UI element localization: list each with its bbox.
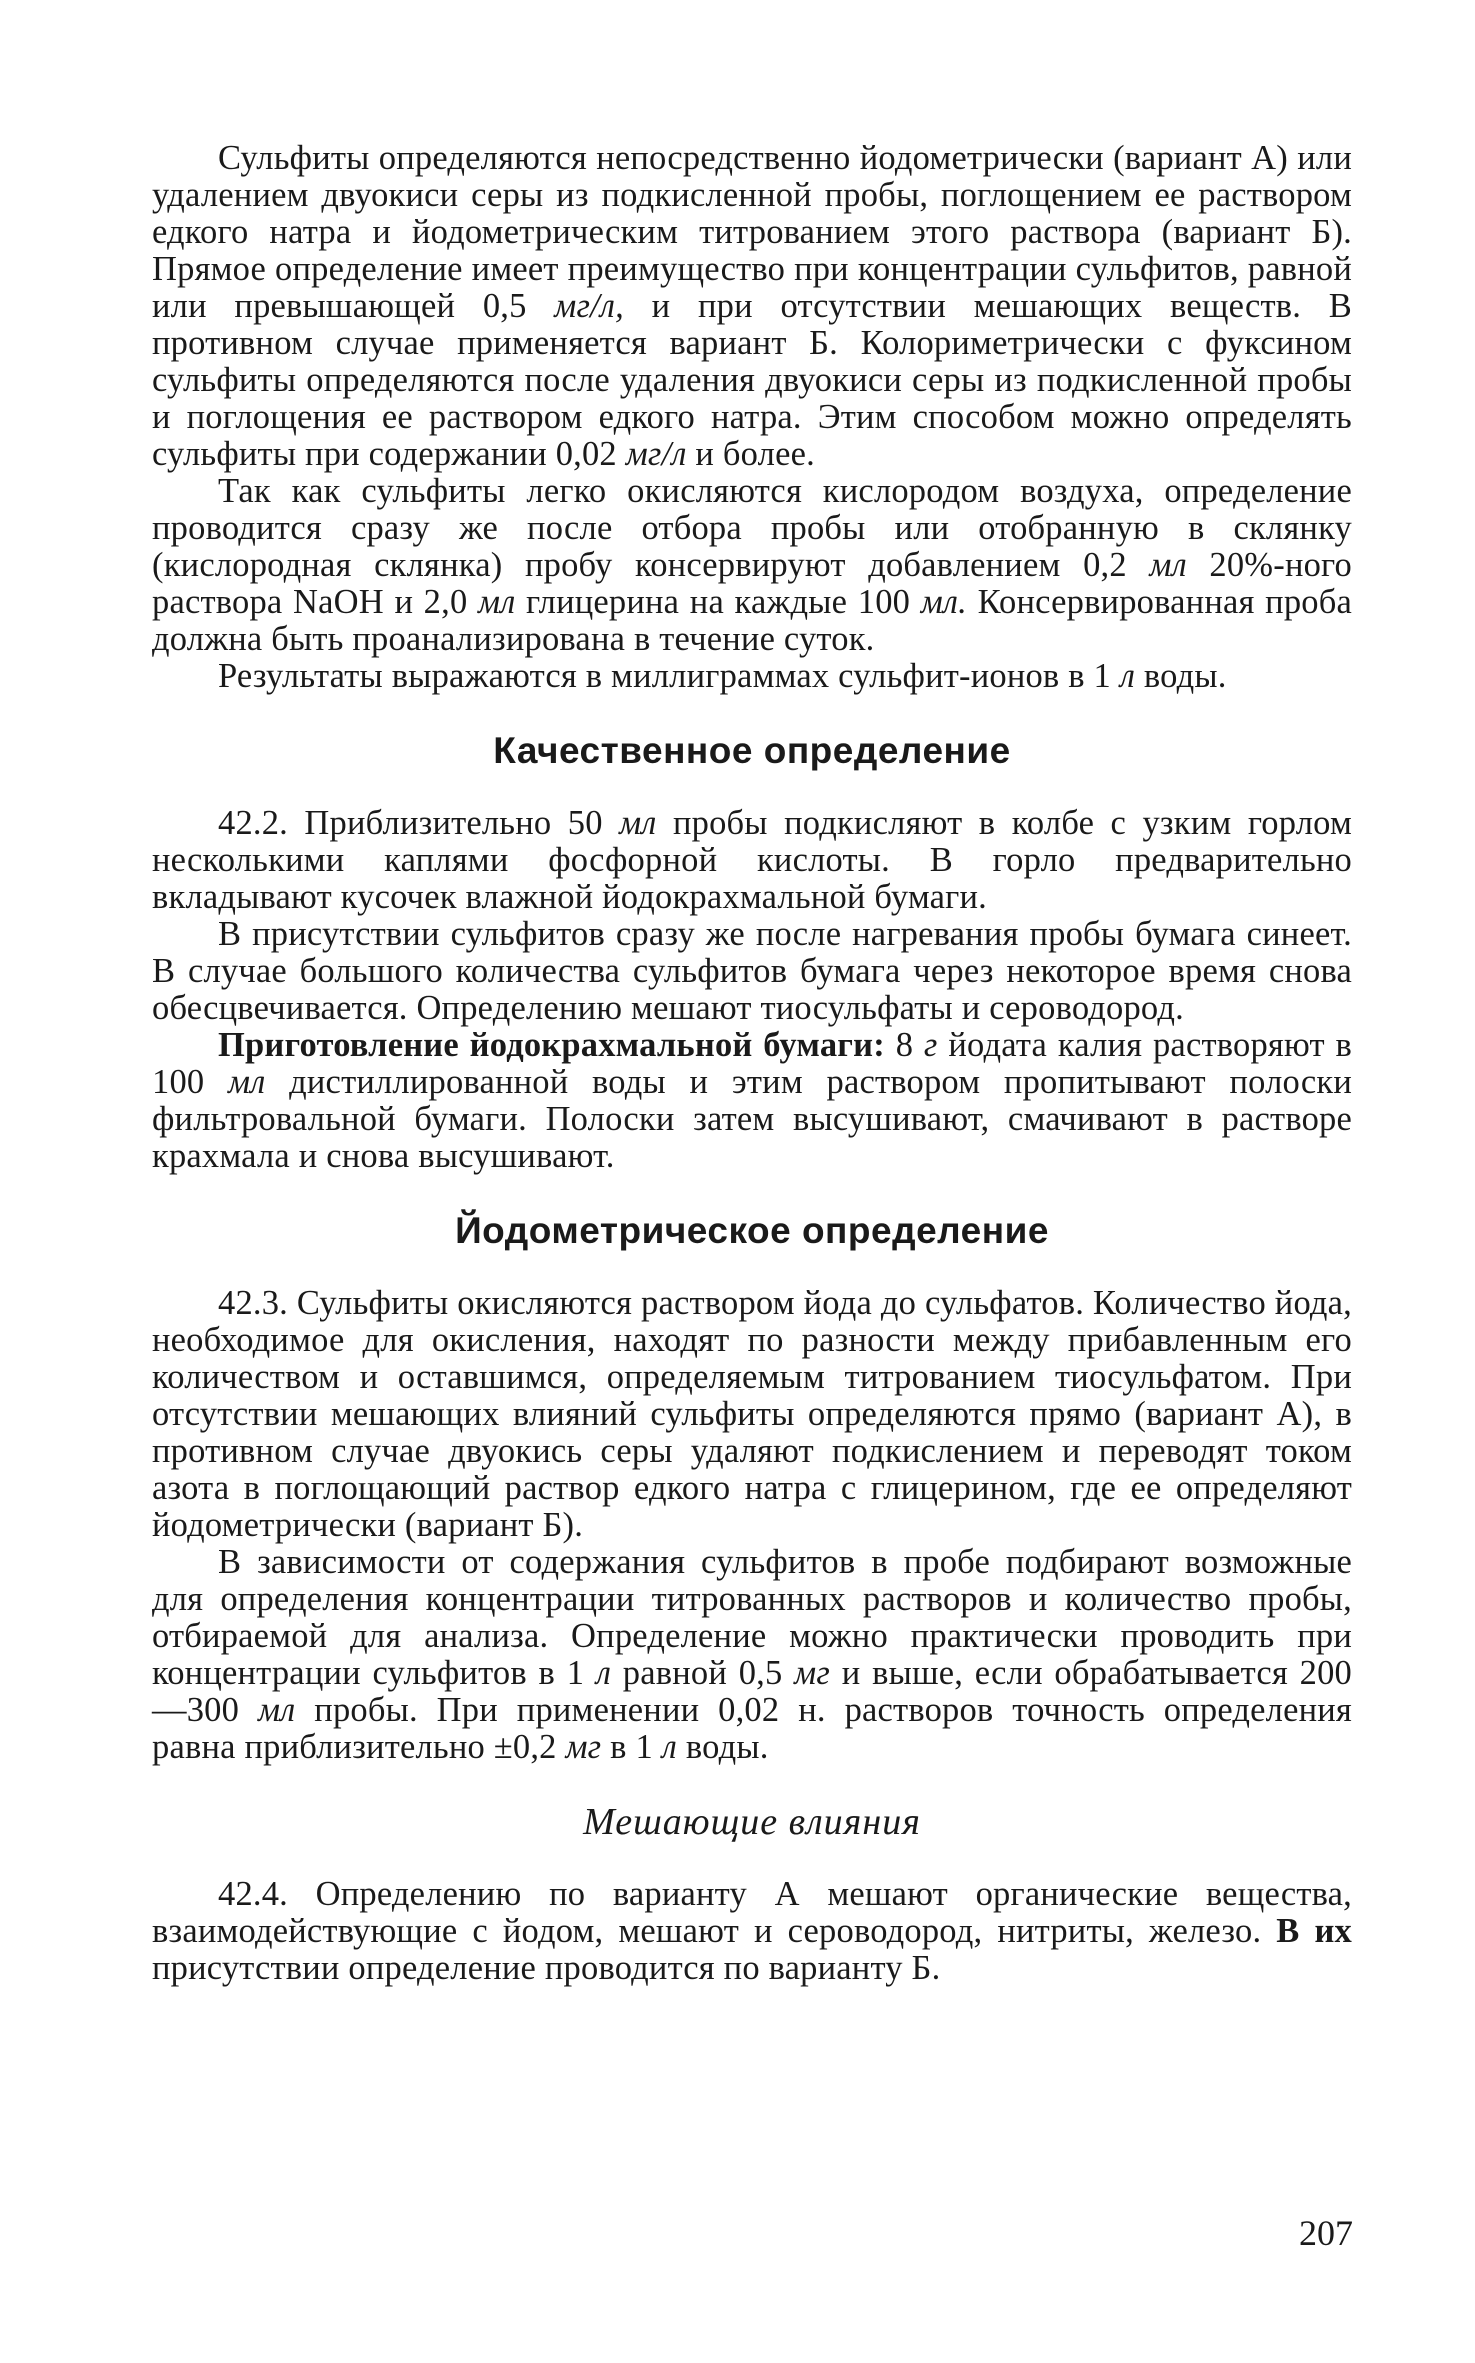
unit: л bbox=[661, 1728, 678, 1766]
unit: л bbox=[595, 1654, 612, 1692]
section-number: 42.4. bbox=[218, 1875, 288, 1913]
text: Сульфиты определяются непосредственно йодометрически (вариант А) или удалением двуокиси серы из подкисленной пробы, поглощением ее раствором едкого натра и йодометрическим титрованием этого раствора (вариант Б). Прямое определение имеет преимущество при концентрации сульфитов, равной или превышающей 0,5 bbox=[152, 139, 1352, 325]
intro-paragraph-3 bbox=[152, 658, 1352, 695]
unit: мг/л, bbox=[554, 287, 624, 325]
unit: мг bbox=[794, 1654, 831, 1692]
qualitative-paragraph-2: В присутствии сульфитов сразу же после нагревания пробы бумага синеет. В случае большого количества сульфитов бумага через некоторое время снова обесцвечивается. Определению мешают тиосульфаты и сероводород. bbox=[152, 915, 1352, 1027]
bold-text: В их bbox=[1276, 1912, 1352, 1950]
section-number: 42.3. bbox=[218, 1284, 288, 1322]
text: пробы. При применении 0,02 н. растворов точность определения равна приблизительно ±0,2 bbox=[152, 1691, 1353, 1766]
text: йодата калия растворяют в 100 bbox=[152, 1026, 1353, 1101]
unit: мл bbox=[478, 583, 516, 621]
text: и выше, если обрабатывается 200—300 bbox=[152, 1654, 1352, 1729]
unit: мл bbox=[1149, 546, 1187, 584]
qualitative-paragraph-3 bbox=[152, 1027, 1352, 1175]
text: Результаты выражаются в миллиграммах сульфит-ионов в 1 bbox=[218, 657, 1120, 695]
text: присутствии определение проводится по варианту Б. bbox=[152, 1949, 941, 1987]
unit: мг/л bbox=[625, 435, 687, 473]
unit: мл bbox=[619, 804, 657, 842]
text: дистиллированной воды и этим раствором пропитывают полоски фильтровальной бумаги. Полоски затем высушивают, смачивают в растворе крахмала и снова высушивают. bbox=[152, 1063, 1352, 1175]
text: равной 0,5 bbox=[611, 1654, 795, 1692]
page-body bbox=[152, 140, 1352, 1987]
interference-paragraph-1 bbox=[152, 1876, 1352, 1987]
unit: мл. bbox=[920, 583, 967, 621]
iodometric-paragraph-2 bbox=[152, 1544, 1352, 1766]
text: воды. bbox=[1135, 657, 1227, 695]
text: Сульфиты окисляются раствором йода до сульфатов. Количество йода, необходимое для окисления, находят по разности между прибавленным его количеством и оставшимся, определяемым титрованием тиосульфатом. При отсутствии мешающих влияний сульфиты определяются прямо (вариант А), в противном случае двуокись серы удаляют подкислением и переводят током азота в поглощающий раствор едкого натра с глицерином, где ее определяют йодометрически (вариант Б). bbox=[152, 1284, 1352, 1544]
unit: л bbox=[1119, 657, 1136, 695]
text: Консервированная проба должна быть проанализирована в течение суток. bbox=[152, 583, 1352, 658]
text: 20%-ного раствора NaOH и 2,0 bbox=[152, 546, 1352, 621]
iodometric-heading: Йодометрическое определение bbox=[455, 1210, 1049, 1251]
page-number: 207 bbox=[1299, 2213, 1353, 2253]
text: в 1 bbox=[601, 1728, 662, 1766]
intro-paragraph-2 bbox=[152, 473, 1352, 658]
text: В зависимости от содержания сульфитов в пробе подбирают возможные для определения концентрации титрованных растворов и количество пробы, отбираемой для анализа. Определение можно практически проводить при концентрации сульфитов в 1 bbox=[152, 1543, 1352, 1692]
intro-paragraph-1 bbox=[152, 140, 1352, 473]
text: Так как сульфиты легко окисляются кислородом воздуха, определение проводится сразу же после отбора пробы или отобранную в склянку (кислородная склянка) пробу консервируют добавлением 0,2 bbox=[152, 472, 1352, 584]
text: Приблизительно 50 bbox=[288, 804, 620, 842]
qualitative-paragraph-1 bbox=[152, 805, 1352, 916]
text: 8 bbox=[884, 1026, 924, 1064]
bold-lead: Приготовление йодокрахмальной бумаги: bbox=[218, 1026, 885, 1064]
text: пробы подкисляют в колбе с узким горлом несколькими каплями фосфорной кислоты. В горло предварительно вкладывают кусочек влажной йодокрахмальной бумаги. bbox=[152, 804, 1352, 916]
section-number: 42.2. bbox=[218, 804, 288, 842]
text: и более. bbox=[686, 435, 815, 473]
text: и при отсутствии мешающих веществ. В противном случае применяется вариант Б. Колориметрически с фуксином сульфиты определяются после удаления двуокиси серы из подкисленной пробы и поглощения ее раствором едкого натра. Этим способом можно определять сульфиты при содержании 0,02 bbox=[152, 287, 1352, 473]
qualitative-heading: Качественное определение bbox=[493, 730, 1011, 771]
interference-heading: Мешающие влияния bbox=[583, 1801, 921, 1843]
text: глицерина на каждые 100 bbox=[515, 583, 921, 621]
text: Определению по варианту А мешают органические вещества, взаимодействующие с йодом, мешают и сероводород, нитриты, железо. bbox=[152, 1875, 1352, 1950]
unit: мг bbox=[565, 1728, 602, 1766]
text: воды. bbox=[677, 1728, 769, 1766]
unit: мл bbox=[257, 1691, 296, 1729]
unit: г bbox=[923, 1026, 938, 1064]
iodometric-paragraph-1 bbox=[152, 1285, 1352, 1544]
unit: мл bbox=[228, 1063, 266, 1101]
